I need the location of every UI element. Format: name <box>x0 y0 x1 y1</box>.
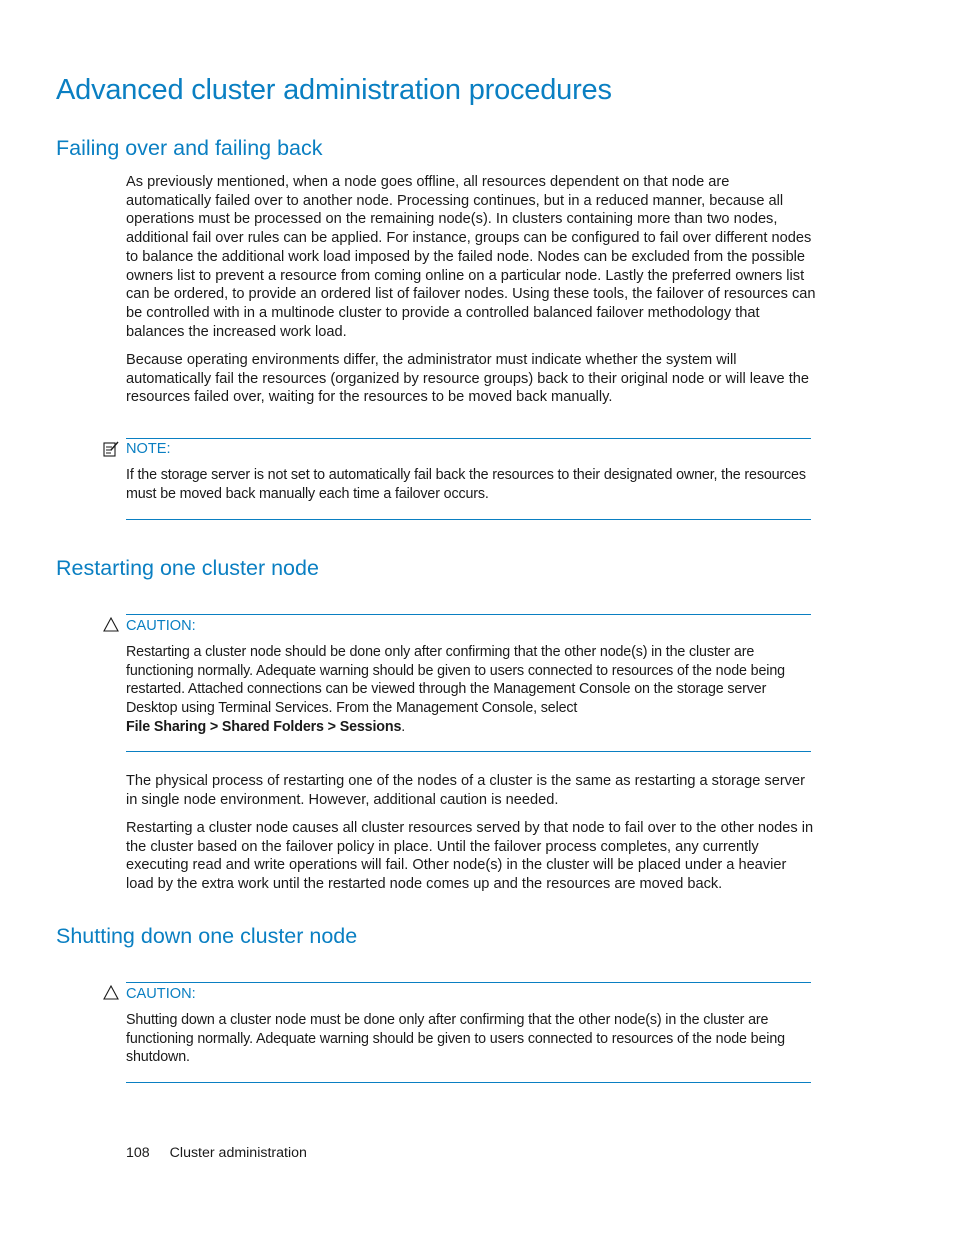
note-label: NOTE: <box>126 441 171 457</box>
caution-shutdown-label: CAUTION: <box>126 986 196 1002</box>
note-bottom-rule <box>126 519 811 520</box>
caution-triangle-icon <box>102 616 120 634</box>
section-heading-restarting: Restarting one cluster node <box>56 556 319 580</box>
caution-restart-top-rule <box>126 614 811 615</box>
caution-restart-label: CAUTION: <box>126 618 196 634</box>
chapter-name: Cluster administration <box>169 1145 307 1161</box>
page-number: 108 <box>126 1145 150 1161</box>
section-heading-shutting: Shutting down one cluster node <box>56 924 358 948</box>
failover-paragraph-1: As previously mentioned, when a node goes offline, all resources dependent on that node are automatically failed over to another node. Processing continues, but in a reduced manner, because all operations must be processed on the remaining node(s). In clusters containing more than two nodes, additional fail over rules can be applied. For instance, groups can be configured to fail over different nodes to balance the additional work load imposed by the failed node. Nodes can be excluded from the possible owners list to prevent a resource from coming online on a particular node. Lastly the preferred owners list can be ordered, to provide an ordered list of failover nodes. Using these tools, the failover of resources can be controlled with in a multinode cluster to provide a controlled balanced failover methodology that balances the increased work load. <box>126 174 816 340</box>
menu-path-suffix: . <box>401 718 406 735</box>
caution-shutdown-text: Shutting down a cluster node must be done only after confirming that the other node(s) in the cluster are functioning normally. Adequate warning should be given to users connected to resources of the node being shutdown. <box>126 1012 785 1066</box>
section-heading-failover: Failing over and failing back <box>56 136 323 160</box>
restarting-paragraph-1: The physical process of restarting one of the nodes of a cluster is the same as restarting a storage server in single node environment. However, additional caution is needed. <box>126 773 805 808</box>
caution-shutdown-top-rule <box>126 982 811 983</box>
page-footer <box>126 1145 307 1161</box>
caution-restart-body: Restarting a cluster node should be done only after confirming that the other node(s) in the cluster are functioning normally. Adequate warning should be given to users connected to resources of the node being restarted. Attached connections can be viewed through the Management Console on the storage server Desktop using Terminal Services. From the Management Console, select <box>126 644 785 717</box>
note-text: If the storage server is not set to automatically fail back the resources to their designated owner, the resources must be moved back manually each time a failover occurs. <box>126 467 806 502</box>
note-top-rule <box>126 438 811 439</box>
page-title: Advanced cluster administration procedures <box>56 74 612 106</box>
note-pencil-icon <box>102 440 120 458</box>
caution-triangle-icon <box>102 984 120 1002</box>
menu-path: File Sharing > Shared Folders > Sessions <box>126 718 402 735</box>
caution-shutdown-bottom-rule <box>126 1082 811 1083</box>
caution-restart-bottom-rule <box>126 751 811 752</box>
failover-paragraph-2: Because operating environments differ, the administrator must indicate whether the system will automatically fail the resources (organized by resource groups) back to their original node or will leave the resources failed over, waiting for the resources to be moved back manually. <box>126 352 810 406</box>
caution-restart-text <box>126 643 816 737</box>
restarting-paragraph-2: Restarting a cluster node causes all cluster resources served by that node to fail over to the other nodes in the cluster based on the failover policy in place. Until the failover process completes, any currently executing read and write operations will fail. Other node(s) in the cluster will be placed under a heavier load by the extra work until the restarted node comes up and the resources are moved back. <box>126 820 814 893</box>
